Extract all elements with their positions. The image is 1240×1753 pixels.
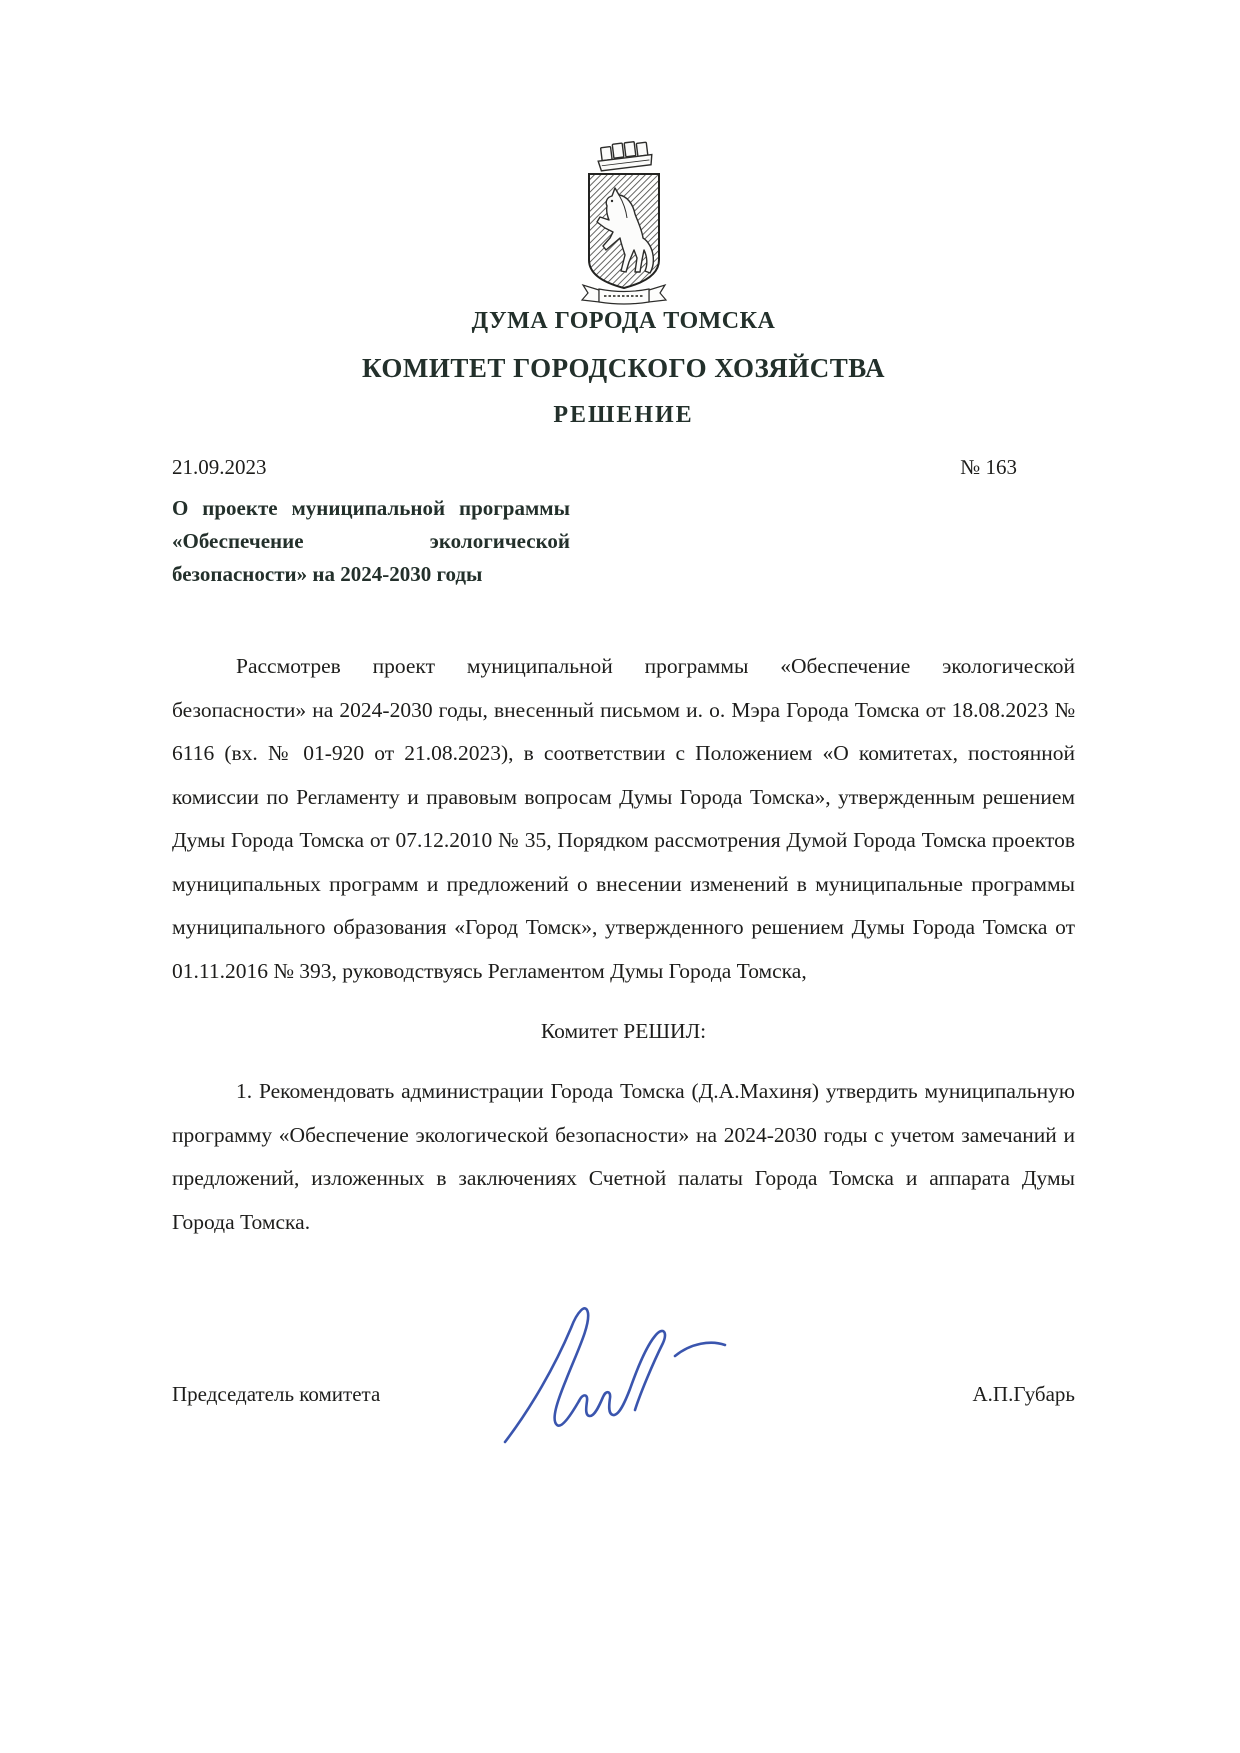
resolution-intro: Комитет РЕШИЛ: bbox=[540, 1019, 707, 1043]
meta-row bbox=[172, 455, 1075, 480]
signer-title: Председатель комитета bbox=[172, 1382, 381, 1406]
emblem-container bbox=[172, 140, 1075, 306]
org-title: ДУМА ГОРОДА ТОМСКА bbox=[471, 308, 776, 334]
preamble-paragraph: Рассмотрев проект муниципальной программы «Обеспечение экологической безопасности» на 2024-2030 годы, внесенный письмом и. о. Мэра Города Томска от 18.08.2023 № 6116 (вх. № 01-920 от 21.08.2023), в соответствии с Положением «О комитетах, постоянной комиссии по Регламенту и правовым вопросам Думы Города Томска», утвержденным решением Думы Города Томска от 07.12.2010 № 35, Порядком рассмотрения Думой Города Томска проектов муниципальных программ и предложений о внесении изменений в муниципальные программы муниципального образования «Город Томск», утвержденного решением Думы Города Томска от 01.11.2016 № 393, руководствуясь Регламентом Думы Города Томска, bbox=[172, 654, 1075, 983]
crown-icon bbox=[596, 140, 653, 171]
committee-title: КОМИТЕТ ГОРОДСКОГО ХОЗЯЙСТВА bbox=[361, 353, 886, 383]
doc-date: 21.09.2023 bbox=[172, 455, 267, 479]
resolution-item-1: 1. Рекомендовать администрации Города Томска (Д.А.Махиня) утвердить муниципальную программу «Обеспечение экологической безопасности» на 2024-2030 годы с учетом замечаний и предложений, изложенных в заключениях Счетной палаты Города Томска и аппарата Думы Города Томска. bbox=[172, 1079, 1075, 1234]
doc-number: № 163 bbox=[960, 455, 1017, 479]
signer-name: А.П.Губарь bbox=[972, 1382, 1075, 1406]
signature-row bbox=[172, 1382, 1075, 1407]
tomsk-coat-of-arms-icon bbox=[565, 140, 683, 306]
handwritten-signature bbox=[489, 1290, 739, 1460]
doc-type-title: РЕШЕНИЕ bbox=[553, 402, 694, 428]
subject-heading: О проекте муниципальной программы «Обеспечение экологической безопасности» на 2024-2030 годы bbox=[172, 496, 570, 586]
